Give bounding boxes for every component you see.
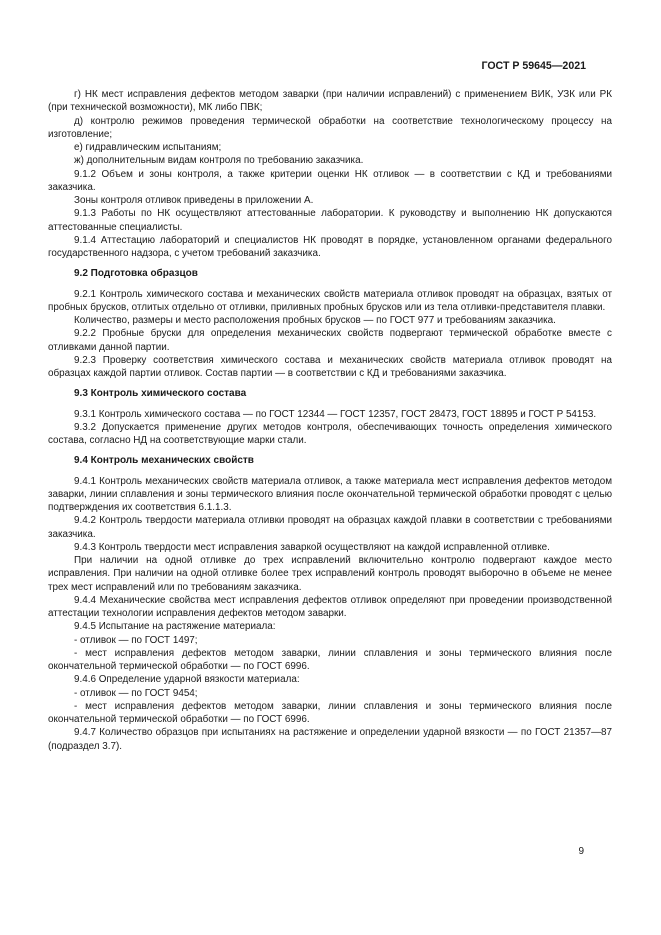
section-heading-9-2: 9.2 Подготовка образцов [74, 268, 198, 280]
document-header: ГОСТ Р 59645—2021 [481, 60, 586, 72]
paragraph: 9.4.5 Испытание на растяжение материала: [74, 621, 276, 633]
paragraph: При наличии на одной отливке до трех исправлений включительно контролю подвергают каждое место исправления. При наличии на одной отливке более трех исправлений контроль проводят выборочно в объеме не менее трех мест исправлений или по требованиям заказчика. [48, 555, 612, 593]
paragraph: 9.4.7 Количество образцов при испытаниях на растяжение и определении ударной вязкости — по ГОСТ 21357—87 (подраздел 3.7). [48, 727, 612, 752]
list-item: - отливок — по ГОСТ 9454; [74, 687, 198, 699]
paragraph: 9.2.1 Контроль химического состава и механических свойств материала отливок проводят на образцах, взятых от пробных брусков, отлитых отдельно от отливки, приливных пробных брусков или из тела отливки-представителя плавки. [48, 288, 612, 313]
document-body [48, 88, 612, 753]
paragraph: 9.4.4 Механические свойства мест исправления дефектов отливок определяют при проведении производственной аттестации технологии исправления дефектов методом заварки. [48, 594, 612, 619]
page-number: 9 [578, 846, 584, 857]
paragraph: ж) дополнительным видам контроля по требованию заказчика. [74, 155, 364, 167]
list-item: - отливок — по ГОСТ 1497; [74, 634, 198, 646]
paragraph: Зоны контроля отливок приведены в приложении А. [74, 195, 314, 206]
list-item: - мест исправления дефектов методом заварки, линии сплавления и зоны термического влияния после окончательной термической обработки — по ГОСТ 6996. [48, 700, 612, 725]
paragraph: 9.2.2 Пробные бруски для определения механических свойств подвергают термической обработке вместе с отливками данной партии. [48, 328, 612, 353]
paragraph: г) НК мест исправления дефектов методом заварки (при наличии исправлений) с применением ВИК, УЗК или РК (при технической возможности), МК либо ПВК; [48, 89, 612, 114]
paragraph: 9.1.3 Работы по НК осуществляют аттестованные лаборатории. К руководству и выполнению НК допускаются аттестованные специалисты. [48, 208, 612, 233]
paragraph: е) гидравлическим испытаниям; [74, 142, 222, 153]
paragraph: д) контролю режимов проведения термической обработки на соответствие технологическому процессу на изготовление; [48, 115, 612, 140]
paragraph: Количество, размеры и место расположения пробных брусков — по ГОСТ 977 и требованиям заказчика. [74, 315, 556, 326]
paragraph: 9.3.2 Допускается применение других методов контроля, обеспечивающих точность определения химического состава, согласно НД на соответствующие марки стали. [48, 421, 612, 446]
section-heading-9-3: 9.3 Контроль химического состава [74, 388, 247, 400]
paragraph: 9.4.6 Определение ударной вязкости материала: [74, 674, 300, 686]
paragraph: 9.1.2 Объем и зоны контроля, а также критерии оценки НК отливок — в соответствии с КД и требованиями заказчика. [48, 168, 612, 193]
section-heading-9-4: 9.4 Контроль механических свойств [74, 455, 254, 467]
paragraph: 9.1.4 Аттестацию лабораторий и специалистов НК проводят в порядке, установленном органами федерального государственного надзора, с учетом требований заказчика. [48, 234, 612, 259]
paragraph: 9.4.3 Контроль твердости мест исправления заваркой осуществляют на каждой исправленной отливке. [74, 541, 550, 553]
paragraph: 9.2.3 Проверку соответствия химического состава и механических свойств материала отливок проводят на образцах каждой партии отливок. Состав партии — в соответствии с КД и требованиями заказчика. [48, 354, 612, 379]
list-item: - мест исправления дефектов методом заварки, линии сплавления и зоны термического влияния после окончательной термической обработки — по ГОСТ 6996. [48, 647, 612, 672]
paragraph: 9.4.1 Контроль механических свойств материала отливок, а также материала мест исправления дефектов методом заварки, линии сплавления и зоны термического влияния после окончательной термической обработки проводят с целью подтверждения их соответствия 6.1.1.3. [48, 475, 612, 513]
paragraph: 9.4.2 Контроль твердости материала отливки проводят на образцах каждой плавки в соответствии с требованиями заказчика. [48, 515, 612, 540]
paragraph: 9.3.1 Контроль химического состава — по ГОСТ 12344 — ГОСТ 12357, ГОСТ 28473, ГОСТ 18895 и ГОСТ Р 54153. [74, 408, 597, 420]
